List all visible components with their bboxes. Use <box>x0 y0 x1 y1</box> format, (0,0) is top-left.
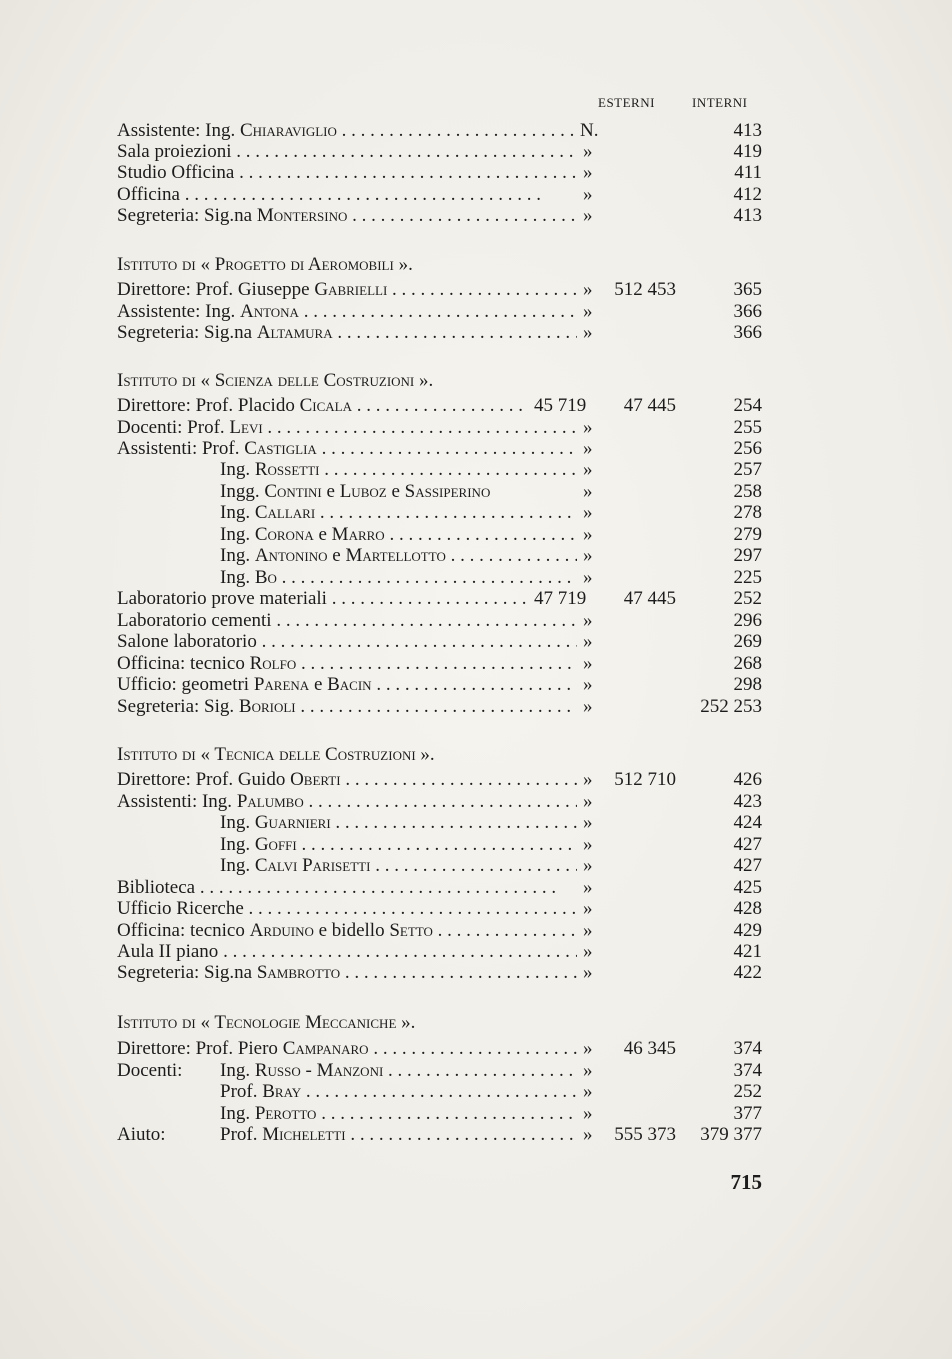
directory-row <box>0 301 952 323</box>
interni-number: 258 <box>733 481 762 502</box>
directory-row <box>0 812 952 834</box>
entry-label: Ing. Bo . . . <box>220 567 577 589</box>
interni-number: 256 <box>733 438 762 459</box>
directory-row <box>0 120 952 142</box>
directory-row <box>0 141 952 163</box>
entry-label: Docenti: Prof. Levi . . . <box>117 417 577 439</box>
directory-row <box>0 610 952 632</box>
entry-label: Ufficio: geometri Parena e Bacin . . . <box>117 674 577 696</box>
ditto-mark: » <box>583 459 593 480</box>
entry-label: Prof. Bray . . . <box>220 1081 577 1103</box>
directory-row <box>0 791 952 813</box>
directory-row <box>0 696 952 718</box>
entry-label: Ing. Calvi Parisetti . . . <box>220 855 577 877</box>
ditto-mark: » <box>583 898 593 919</box>
directory-row <box>0 588 952 610</box>
esterni-number: 512 453 <box>614 279 676 300</box>
ditto-mark: » <box>583 502 593 523</box>
directory-row <box>0 674 952 696</box>
ditto-mark: » <box>583 1081 593 1102</box>
interni-number: 427 <box>733 855 762 876</box>
entry-label: Ing. Callari . . . <box>220 502 577 524</box>
entry-label: Biblioteca . . . <box>117 877 577 899</box>
column-header-interni: INTERNI <box>692 95 748 110</box>
directory-row <box>0 417 952 439</box>
entry-label: Laboratorio cementi . . . <box>117 610 577 632</box>
directory-row <box>0 184 952 206</box>
entry-label: Ing. Guarnieri . . . <box>220 812 577 834</box>
interni-number: 374 <box>733 1038 762 1059</box>
entry-label: Segreteria: Sig.na Montersino . . . <box>117 205 577 227</box>
directory-row <box>0 1060 952 1082</box>
entry-label: Direttore: Prof. Placido Cicala . . . <box>117 395 527 417</box>
interni-number: 254 <box>733 395 762 416</box>
ditto-mark: » <box>583 791 593 812</box>
ditto-mark: » <box>583 877 593 898</box>
ditto-mark: » <box>583 1103 593 1124</box>
ditto-mark: N. <box>580 120 599 141</box>
directory-row <box>0 1081 952 1103</box>
directory-row <box>0 877 952 899</box>
ditto-mark: » <box>583 322 593 343</box>
ditto-mark: » <box>583 941 593 962</box>
entry-label: Direttore: Prof. Guido Oberti . . . <box>117 769 577 791</box>
ditto-mark: » <box>583 812 593 833</box>
esterni-number-first: 47 719 <box>534 588 587 609</box>
ditto-mark: » <box>583 834 593 855</box>
interni-number: 413 <box>733 205 762 226</box>
directory-row <box>0 205 952 227</box>
interni-number: 252 <box>733 1081 762 1102</box>
interni-number: 412 <box>733 184 762 205</box>
interni-number: 426 <box>733 769 762 790</box>
interni-number: 422 <box>733 962 762 983</box>
directory-row <box>0 524 952 546</box>
interni-number: 427 <box>733 834 762 855</box>
interni-number: 366 <box>733 301 762 322</box>
interni-number: 419 <box>733 141 762 162</box>
entry-label: Ing. Russo - Manzoni . . . <box>220 1060 577 1082</box>
directory-row <box>0 162 952 184</box>
directory-row <box>0 395 952 417</box>
ditto-mark: » <box>583 417 593 438</box>
ditto-mark: » <box>583 279 593 300</box>
interni-number: 424 <box>733 812 762 833</box>
ditto-mark: » <box>583 696 593 717</box>
entry-label: Direttore: Prof. Piero Campanaro . . . <box>117 1038 577 1060</box>
entry-role-label: Docenti: <box>117 1060 183 1081</box>
directory-row <box>0 941 952 963</box>
interni-number: 379 377 <box>700 1124 762 1145</box>
interni-number: 252 253 <box>700 696 762 717</box>
directory-row <box>0 769 952 791</box>
section-heading: Istituto di « Progetto di Aeromobili ». <box>117 254 413 275</box>
interni-number: 425 <box>733 877 762 898</box>
directory-row <box>0 502 952 524</box>
directory-row <box>0 1038 952 1060</box>
entry-label: Ing. Antonino e Martellotto . . . <box>220 545 577 567</box>
ditto-mark: » <box>583 524 593 545</box>
interni-number: 377 <box>733 1103 762 1124</box>
directory-row <box>0 567 952 589</box>
ditto-mark: » <box>583 674 593 695</box>
directory-row <box>0 653 952 675</box>
entry-label: Ing. Goffi . . . <box>220 834 577 856</box>
esterni-number: 512 710 <box>614 769 676 790</box>
interni-number: 411 <box>734 162 762 183</box>
directory-row <box>0 898 952 920</box>
esterni-number: 46 345 <box>623 1038 676 1059</box>
ditto-mark: » <box>583 855 593 876</box>
entry-label: Officina: tecnico Arduino e bidello Setto . . . <box>117 920 577 942</box>
interni-number: 225 <box>733 567 762 588</box>
directory-row <box>0 1124 952 1146</box>
ditto-mark: » <box>583 1124 593 1145</box>
interni-number: 278 <box>733 502 762 523</box>
entry-label: Ufficio Ricerche . . . <box>117 898 577 920</box>
directory-row <box>0 855 952 877</box>
ditto-mark: » <box>583 301 593 322</box>
interni-number: 279 <box>733 524 762 545</box>
esterni-number: 47 445 <box>623 588 676 609</box>
ditto-mark: » <box>583 610 593 631</box>
interni-number: 298 <box>733 674 762 695</box>
entry-label: Segreteria: Sig. Borioli . . . <box>117 696 577 718</box>
entry-role-label: Aiuto: <box>117 1124 166 1145</box>
ditto-mark: » <box>583 545 593 566</box>
ditto-mark: » <box>583 769 593 790</box>
entry-label: Officina . . . <box>117 184 577 206</box>
interni-number: 413 <box>733 120 762 141</box>
directory-row <box>0 920 952 942</box>
ditto-mark: » <box>583 205 593 226</box>
entry-label: Ing. Rossetti . . . <box>220 459 577 481</box>
entry-label: Officina: tecnico Rolfo . . . <box>117 653 577 675</box>
ditto-mark: » <box>583 962 593 983</box>
entry-label: Studio Officina . . . <box>117 162 577 184</box>
interni-number: 255 <box>733 417 762 438</box>
section-heading: Istituto di « Tecnologie Meccaniche ». <box>117 1012 416 1033</box>
interni-number: 423 <box>733 791 762 812</box>
directory-row <box>0 962 952 984</box>
directory-row <box>0 438 952 460</box>
column-header-esterni: ESTERNI <box>598 95 655 110</box>
ditto-mark: » <box>583 1060 593 1081</box>
directory-row <box>0 545 952 567</box>
entry-label: Segreteria: Sig.na Altamura . . . <box>117 322 577 344</box>
interni-number: 296 <box>733 610 762 631</box>
directory-row <box>0 322 952 344</box>
entry-label: Segreteria: Sig.na Sambrotto . . . <box>117 962 577 984</box>
interni-number: 252 <box>733 588 762 609</box>
ditto-mark: » <box>583 1038 593 1059</box>
directory-row <box>0 481 952 503</box>
section-heading: Istituto di « Tecnica delle Costruzioni ». <box>117 744 435 765</box>
entry-label: Assistente: Ing. Chiaraviglio . . . <box>117 120 577 142</box>
page-number: 715 <box>730 1170 762 1194</box>
directory-row <box>0 459 952 481</box>
ditto-mark: » <box>583 653 593 674</box>
entry-label: Assistenti: Ing. Palumbo . . . <box>117 791 577 813</box>
interni-number: 374 <box>733 1060 762 1081</box>
directory-row <box>0 1103 952 1125</box>
interni-number: 269 <box>733 631 762 652</box>
entry-label: Ing. Corona e Marro . . . <box>220 524 577 546</box>
esterni-number-first: 45 719 <box>534 395 587 416</box>
entry-label: Prof. Micheletti . . . <box>220 1124 577 1146</box>
section-heading: Istituto di « Scienza delle Costruzioni ». <box>117 370 434 391</box>
esterni-number: 555 373 <box>614 1124 676 1145</box>
ditto-mark: » <box>583 141 593 162</box>
directory-row <box>0 631 952 653</box>
interni-number: 421 <box>733 941 762 962</box>
entry-label: Aula II piano . . . <box>117 941 577 963</box>
directory-row <box>0 834 952 856</box>
entry-label: Assistente: Ing. Antona . . . <box>117 301 577 323</box>
ditto-mark: » <box>583 438 593 459</box>
entry-label: Sala proiezioni . . . <box>117 141 577 163</box>
interni-number: 257 <box>733 459 762 480</box>
ditto-mark: » <box>583 567 593 588</box>
entry-label: Ing. Perotto . . . <box>220 1103 577 1125</box>
ditto-mark: » <box>583 162 593 183</box>
interni-number: 365 <box>733 279 762 300</box>
ditto-mark: » <box>583 184 593 205</box>
directory-row <box>0 279 952 301</box>
interni-number: 268 <box>733 653 762 674</box>
entry-label: Ingg. Contini e Luboz e Sassiperino <box>220 481 491 502</box>
interni-number: 428 <box>733 898 762 919</box>
interni-number: 429 <box>733 920 762 941</box>
entry-label: Direttore: Prof. Giuseppe Gabrielli . . . <box>117 279 577 301</box>
ditto-mark: » <box>583 481 593 502</box>
entry-label: Laboratorio prove materiali . . . <box>117 588 529 610</box>
ditto-mark: » <box>583 920 593 941</box>
interni-number: 297 <box>733 545 762 566</box>
entry-label: Assistenti: Prof. Castiglia . . . <box>117 438 577 460</box>
interni-number: 366 <box>733 322 762 343</box>
ditto-mark: » <box>583 631 593 652</box>
esterni-number: 47 445 <box>623 395 676 416</box>
entry-label: Salone laboratorio . . . <box>117 631 577 653</box>
